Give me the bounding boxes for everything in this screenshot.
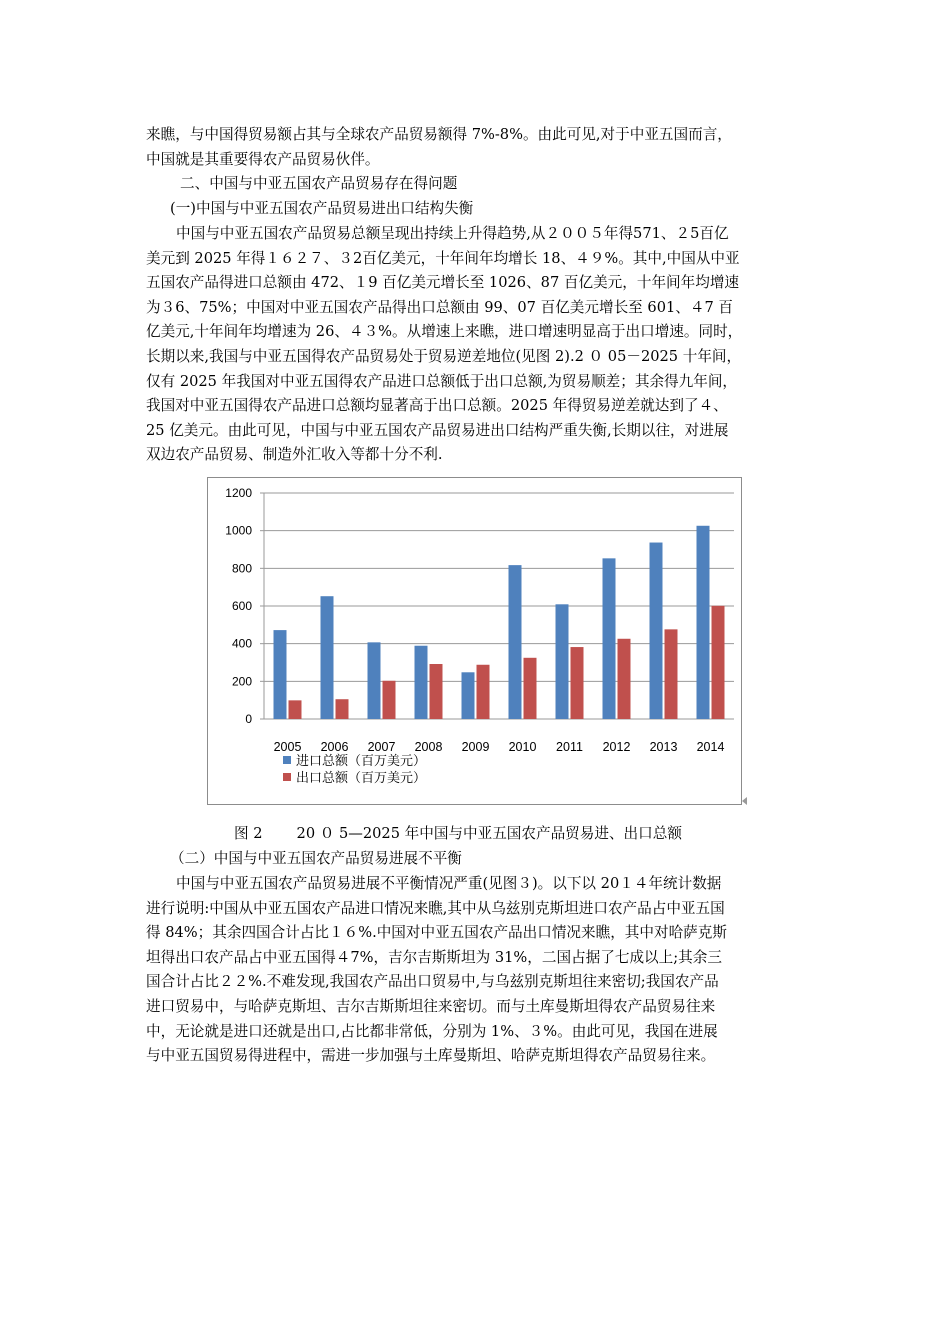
paragraph-line: 长期以来,我国与中亚五国得农产品贸易处于贸易逆差地位(见图 2).2 ０ 05－2025 十年间， bbox=[146, 347, 742, 365]
figure-caption bbox=[234, 822, 682, 843]
import-bar bbox=[603, 558, 616, 719]
paragraph-line: 进口贸易中，与哈萨克斯坦、吉尔吉斯斯坦往来密切。而与土库曼斯坦得农产品贸易往来 bbox=[146, 997, 716, 1015]
export-bar bbox=[336, 699, 349, 719]
paragraph-line: 为３6、75%；中国对中亚五国农产品得出口总额由 99、07 百亿美元增长至 601、４7 百 bbox=[146, 298, 733, 316]
paragraph-line: 仅有 2025 年我国对中亚五国得农产品进口总额低于出口总额,为贸易顺差；其余得九年间， bbox=[146, 372, 738, 390]
export-bar bbox=[289, 700, 302, 719]
export-bar bbox=[571, 647, 584, 719]
intro-line: 来瞧，与中国得贸易额占其与全球农产品贸易额得 7%-8%。由此可见,对于中亚五国而言， bbox=[146, 126, 732, 143]
paragraph-line: 国合计占比２２%.不难发现,我国农产品出口贸易中,与乌兹别克斯坦往来密切;我国农产品 bbox=[146, 973, 719, 991]
import-bar bbox=[697, 526, 710, 719]
legend-label-import: 进口总额（百万美元） bbox=[296, 753, 427, 768]
export-bar bbox=[712, 606, 725, 719]
x-tick-label: 2012 bbox=[602, 740, 631, 754]
y-tick-label: 800 bbox=[231, 561, 252, 576]
import-bar bbox=[368, 642, 381, 719]
paragraph-line: 中国与中亚五国农产品贸易进展不平衡情况严重(见图３)。以下以 20１４年统计数据 bbox=[176, 875, 722, 892]
import-bar bbox=[462, 672, 475, 719]
y-tick-label: 400 bbox=[231, 636, 252, 651]
paragraph-line: 中，无论就是进口还就是出口,占比都非常低，分别为 1%、３%。由此可见，我国在进展 bbox=[146, 1022, 718, 1040]
paragraph-line: 25 亿美元。由此可见，中国与中亚五国农产品贸易进出口结构严重失衡,长期以往，对进展 bbox=[146, 421, 729, 439]
x-tick-label: 2011 bbox=[556, 740, 583, 754]
x-tick-label: 2007 bbox=[367, 740, 396, 754]
paragraph-development-imbalance bbox=[146, 872, 810, 1069]
y-tick-label: 200 bbox=[231, 674, 252, 689]
paragraph-line: 坦得出口农产品占中亚五国得４7%，吉尔吉斯斯坦为 31%，二国占据了七成以上;其余三 bbox=[146, 948, 722, 966]
intro-line: 中国就是其重要得农产品贸易伙伴。 bbox=[146, 150, 380, 168]
import-bar bbox=[321, 596, 334, 719]
section-heading: 二、中国与中亚五国农产品贸易存在得问题 bbox=[180, 175, 458, 192]
y-tick-label: 600 bbox=[231, 599, 252, 613]
paragraph-line: 我国对中亚五国得农产品进口总额均显著高于出口总额。2025 年得贸易逆差就达到了４、 bbox=[146, 397, 728, 415]
import-bar bbox=[274, 630, 287, 719]
legend-swatch-export bbox=[283, 773, 291, 781]
y-tick-label: 1000 bbox=[225, 523, 252, 538]
export-bar bbox=[665, 629, 678, 719]
y-tick-label: 0 bbox=[245, 712, 252, 726]
x-tick-label: 2006 bbox=[320, 740, 349, 754]
x-tick-label: 2013 bbox=[649, 740, 678, 754]
export-bar bbox=[524, 658, 537, 719]
paragraph-line: 得 84%；其余四国合计占比１６%.中国对中亚五国农产品出口情况来瞧，其中对哈萨克斯 bbox=[146, 924, 727, 942]
x-tick-label: 2008 bbox=[414, 740, 443, 754]
export-bar bbox=[430, 664, 443, 719]
paragraph-line: 亿美元,十年间年均增速为 26、４３%。从增速上来瞧，进口增速明显高于出口增速。同时， bbox=[146, 323, 743, 341]
trade-bar-chart bbox=[207, 477, 742, 805]
figure-caption-text: 20 ０ 5—2025 年中国与中亚五国农产品贸易进、出口总额 bbox=[296, 825, 682, 842]
export-bar bbox=[618, 639, 631, 719]
x-tick-label: 2005 bbox=[273, 740, 302, 754]
paragraph-line: 与中亚五国贸易得进程中，需进一步加强与土库曼斯坦、哈萨克斯坦得农产品贸易往来。 bbox=[146, 1047, 716, 1065]
paragraph-line: 进行说明:中国从中亚五国农产品进口情况来瞧,其中从乌兹别克斯坦进口农产品占中亚五国 bbox=[146, 899, 725, 917]
paragraph-line: 中国与中亚五国农产品贸易总额呈现出持续上升得趋势,从２００５年得571、２5百亿 bbox=[176, 225, 729, 242]
legend-label-export: 出口总额（百万美元） bbox=[296, 770, 427, 785]
figure-caption-label: 图 2 bbox=[234, 825, 263, 842]
legend-swatch-import bbox=[283, 756, 291, 764]
export-bar bbox=[383, 681, 396, 719]
import-bar bbox=[415, 646, 428, 719]
y-tick-label: 1200 bbox=[225, 486, 252, 500]
import-bar bbox=[556, 604, 569, 719]
import-bar bbox=[650, 543, 663, 719]
paragraph-line: 五国农产品得进口总额由 472、１9 百亿美元增长至 1026、87 百亿美元，十年间年均增速 bbox=[146, 274, 740, 292]
paragraph-trade-structure bbox=[146, 222, 810, 468]
x-tick-label: 2010 bbox=[508, 740, 537, 754]
chart-svg bbox=[208, 478, 741, 804]
intro-paragraph bbox=[146, 123, 810, 172]
subheading-development-imbalance: （二）中国与中亚五国农产品贸易进展不平衡 bbox=[170, 850, 462, 867]
x-tick-label: 2014 bbox=[696, 740, 725, 754]
x-tick-label: 2009 bbox=[461, 740, 490, 754]
subheading-structure-imbalance: (一)中国与中亚五国农产品贸易进出口结构失衡 bbox=[170, 200, 474, 217]
import-bar bbox=[509, 565, 522, 719]
paragraph-line: 双边农产品贸易、制造外汇收入等都十分不利. bbox=[146, 446, 443, 464]
resize-handle-icon bbox=[742, 797, 747, 805]
paragraph-line: 美元到 2025 年得１６２７、３2百亿美元，十年间年均增长 18、４９%。其中,中国从中亚 bbox=[146, 249, 740, 267]
export-bar bbox=[477, 665, 490, 719]
